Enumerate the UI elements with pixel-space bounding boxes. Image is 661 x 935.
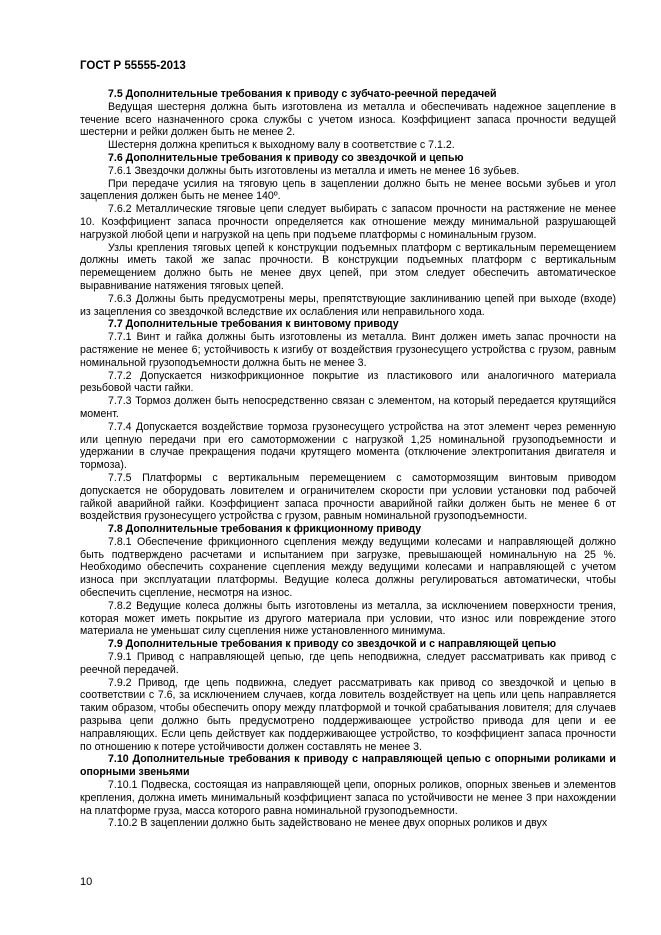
paragraph: Узлы крепления тяговых цепей к конструкции подъемных платформ с вертикальным перемещением должны иметь такой же запас прочности. В конструкции подъемных платформ с вертикальным перемещением должно быть не менее двух цепей, при этом следует обеспечить автоматическое выравнивание натяжения тяговых цепей.	[80, 241, 616, 292]
paragraph: 7.7.5 Платформы с вертикальным перемещением с самотормозящим винтовым приводом допускается не оборудовать ловителем и ограничителем скорости при условии установки под рабочей гайкой аварийной гайки. Коэффициент запаса прочности аварийной гайки должен быть не менее 6 от воздействия грузонесущего устройства с грузом, равным номинальной грузоподъемности.	[80, 471, 616, 523]
document-header: ГОСТ Р 55555-2013	[80, 60, 186, 72]
paragraph: 7.10.2 В зацеплении должно быть задействовано не менее двух опорных роликов и двух	[108, 817, 548, 830]
document-body	[80, 88, 616, 830]
section-heading: 7.7 Дополнительные требования к винтовому приводу	[108, 318, 399, 331]
section-heading: 7.5 Дополнительные требования к приводу с зубчато-реечной передачей	[108, 88, 497, 100]
section-heading: 7.10 Дополнительные требования к приводу с направляющей цепью с опорными роликами и опорными звеньями	[80, 753, 616, 779]
paragraph: 7.6.1 Звездочки должны быть изготовлены из металла и иметь не менее 16 зубьев.	[108, 164, 520, 177]
paragraph: 7.7.1 Винт и гайка должны быть изготовлены из металла. Винт должен иметь запас прочности на растяжение не менее 6; устойчивость к изгибу от воздействия грузонесущего устройства с грузом, равным номинальной грузоподъемности должна быть не менее 3.	[80, 331, 616, 369]
section-heading: 7.6 Дополнительные требования к приводу со звездочкой и цепью	[108, 151, 464, 164]
paragraph: Шестерня должна крепиться к выходному валу в соответствие с 7.1.2.	[108, 139, 455, 152]
paragraph: 7.7.3 Тормоз должен быть непосредственно связан с элементом, на который передается крутящийся момент.	[80, 395, 616, 420]
paragraph: 7.9.2 Привод, где цепь подвижна, следует рассматривать как привод со звездочкой и цепью в соответствии с 7.6, за исключением случаев, когда ловитель воздействует на цепь или цепь направляется таким образом, чтобы обеспечить опору между платформой и точкой срабатывания ловителя; для случаев разрыва цепи должно быть предусмотрено поддерживающее устройство привода для цепи и ее направляющих. Если цепь действует как поддерживающее устройство, то коэффициент запаса прочности по отношению к потере устойчивости должен составлять не менее 3.	[80, 676, 616, 753]
paragraph: Ведущая шестерня должна быть изготовлена из металла и обеспечивать надежное зацепление в течение всего назначенного срока службы с учетом износа. Коэффициент запаса прочности ведущей шестерни и рейки должен быть не менее 2.	[80, 100, 616, 139]
paragraph: 7.6.2 Металлические тяговые цепи следует выбирать с запасом прочности на растяжение не менее 10. Коэффициент запаса прочности определяется как отношение между минимальной разрушающей нагрузкой любой цепи и нагрузкой на цепь при подъеме платформы с номинальным грузом.	[80, 203, 616, 241]
paragraph: 7.8.2 Ведущие колеса должны быть изготовлены из металла, за исключением поверхности трения, которая может иметь покрытие из другого материала при условии, что износ или повреждение этого материала не уменьшат силу сцепления ниже установленного минимума.	[80, 599, 616, 638]
paragraph: 7.8.1 Обеспечение фрикционного сцепления между ведущими колесами и направляющей должно быть подтверждено расчетами и испытанием при загрузке, превышающей номинальную на 25 %. Необходимо обеспечить сохранение сцепления между ведущими колесами и направляющей с учетом износа при эксплуатации платформы. Ведущие колеса должны регулироваться автоматически, чтобы обеспечить сцепление, несмотря на износ.	[80, 535, 616, 600]
paragraph: 7.7.2 Допускается низкофрикционное покрытие из пластикового или аналогичного материала резьбовой части гайки.	[80, 369, 616, 395]
paragraph: При передаче усилия на тяговую цепь в зацеплении должно быть не менее восьми зубьев и угол зацепления должен быть не менее 140º.	[80, 177, 616, 203]
paragraph: 7.6.3 Должны быть предусмотрены меры, препятствующие заклиниванию цепей при выходе (входе) из зацепления со звездочкой вследствие их ослабления или неправильного хода.	[80, 292, 616, 318]
section-heading: 7.8 Дополнительные требования к фрикционному приводу	[108, 523, 422, 536]
paragraph: 7.10.1 Подвеска, состоящая из направляющей цепи, опорных роликов, опорных звеньев и элементов крепления, должна иметь минимальный коэффициент запаса по устойчивости не менее 3 при нахождении на платформе груза, масса которого равна номинальной грузоподъемности.	[80, 779, 616, 817]
section-heading: 7.9 Дополнительные требования к приводу со звездочкой и с направляющей цепью	[108, 638, 557, 651]
paragraph: 7.9.1 Привод с направляющей цепью, где цепь неподвижна, следует рассматривать как привод с реечной передачей.	[80, 651, 616, 676]
paragraph: 7.7.4 Допускается воздействие тормоза грузонесущего устройства на этот элемент через ременную или цепную передачи при его самоторможении с нагрузкой 1,25 номинальной грузоподъемности и удержании в случае прекращения подачи крутящего момента (отключение электропитания двигателя и тормоза).	[80, 420, 616, 472]
page-number: 10	[80, 876, 93, 888]
